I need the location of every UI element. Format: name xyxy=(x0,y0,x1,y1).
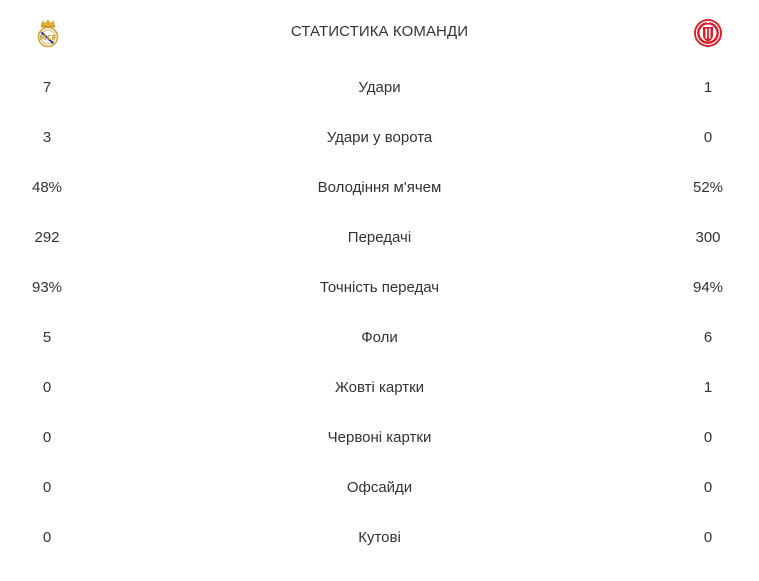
stat-away-value: 0 xyxy=(703,429,713,446)
stat-label: Офсайди xyxy=(346,479,413,496)
stat-row-shots-on-target xyxy=(0,113,759,163)
stat-home-value: 0 xyxy=(42,479,52,496)
stat-away-value: 94% xyxy=(692,279,724,296)
stat-row-possession xyxy=(0,163,759,213)
stat-away-value: 0 xyxy=(703,129,713,146)
stat-away-value: 0 xyxy=(703,479,713,496)
stat-row-corners xyxy=(0,513,759,563)
stat-label: Фоли xyxy=(361,329,398,346)
stat-label: Точність передач xyxy=(319,279,440,296)
stat-home-value: 48% xyxy=(31,179,63,196)
svg-text:MCF: MCF xyxy=(39,34,57,42)
stat-label: Передачі xyxy=(347,229,412,246)
stat-away-value: 1 xyxy=(703,379,713,396)
stat-away-value: 52% xyxy=(692,179,724,196)
stat-home-value: 0 xyxy=(42,379,52,396)
stat-home-value: 7 xyxy=(42,79,52,96)
stats-header xyxy=(0,13,759,53)
stat-row-fouls xyxy=(0,313,759,363)
stat-home-value: 0 xyxy=(42,529,52,546)
stat-away-value: 6 xyxy=(703,329,713,346)
stat-label: Жовті картки xyxy=(334,379,425,396)
stat-row-passes xyxy=(0,213,759,263)
stat-label: Удари xyxy=(358,79,401,96)
stat-row-pass-accuracy xyxy=(0,263,759,313)
stat-row-shots xyxy=(0,63,759,113)
stats-title: СТАТИСТИКА КОМАНДИ xyxy=(290,23,469,40)
stat-label: Червоні картки xyxy=(327,429,432,446)
stat-away-value: 300 xyxy=(695,229,721,246)
stat-home-value: 93% xyxy=(31,279,63,296)
stat-label: Кутові xyxy=(358,529,401,546)
stat-away-value: 0 xyxy=(703,529,713,546)
stat-home-value: 292 xyxy=(34,229,60,246)
stat-home-value: 5 xyxy=(42,329,52,346)
stat-row-red-cards xyxy=(0,413,759,463)
stat-row-yellow-cards xyxy=(0,363,759,413)
stat-row-offsides xyxy=(0,463,759,513)
stat-home-value: 0 xyxy=(42,429,52,446)
stat-label: Володіння м'ячем xyxy=(317,179,442,196)
stat-label: Удари у ворота xyxy=(326,129,433,146)
stat-away-value: 1 xyxy=(703,79,713,96)
real-madrid-crest-icon[interactable] xyxy=(32,17,64,49)
stat-home-value: 3 xyxy=(42,129,52,146)
girona-crest-icon[interactable] xyxy=(692,17,724,49)
